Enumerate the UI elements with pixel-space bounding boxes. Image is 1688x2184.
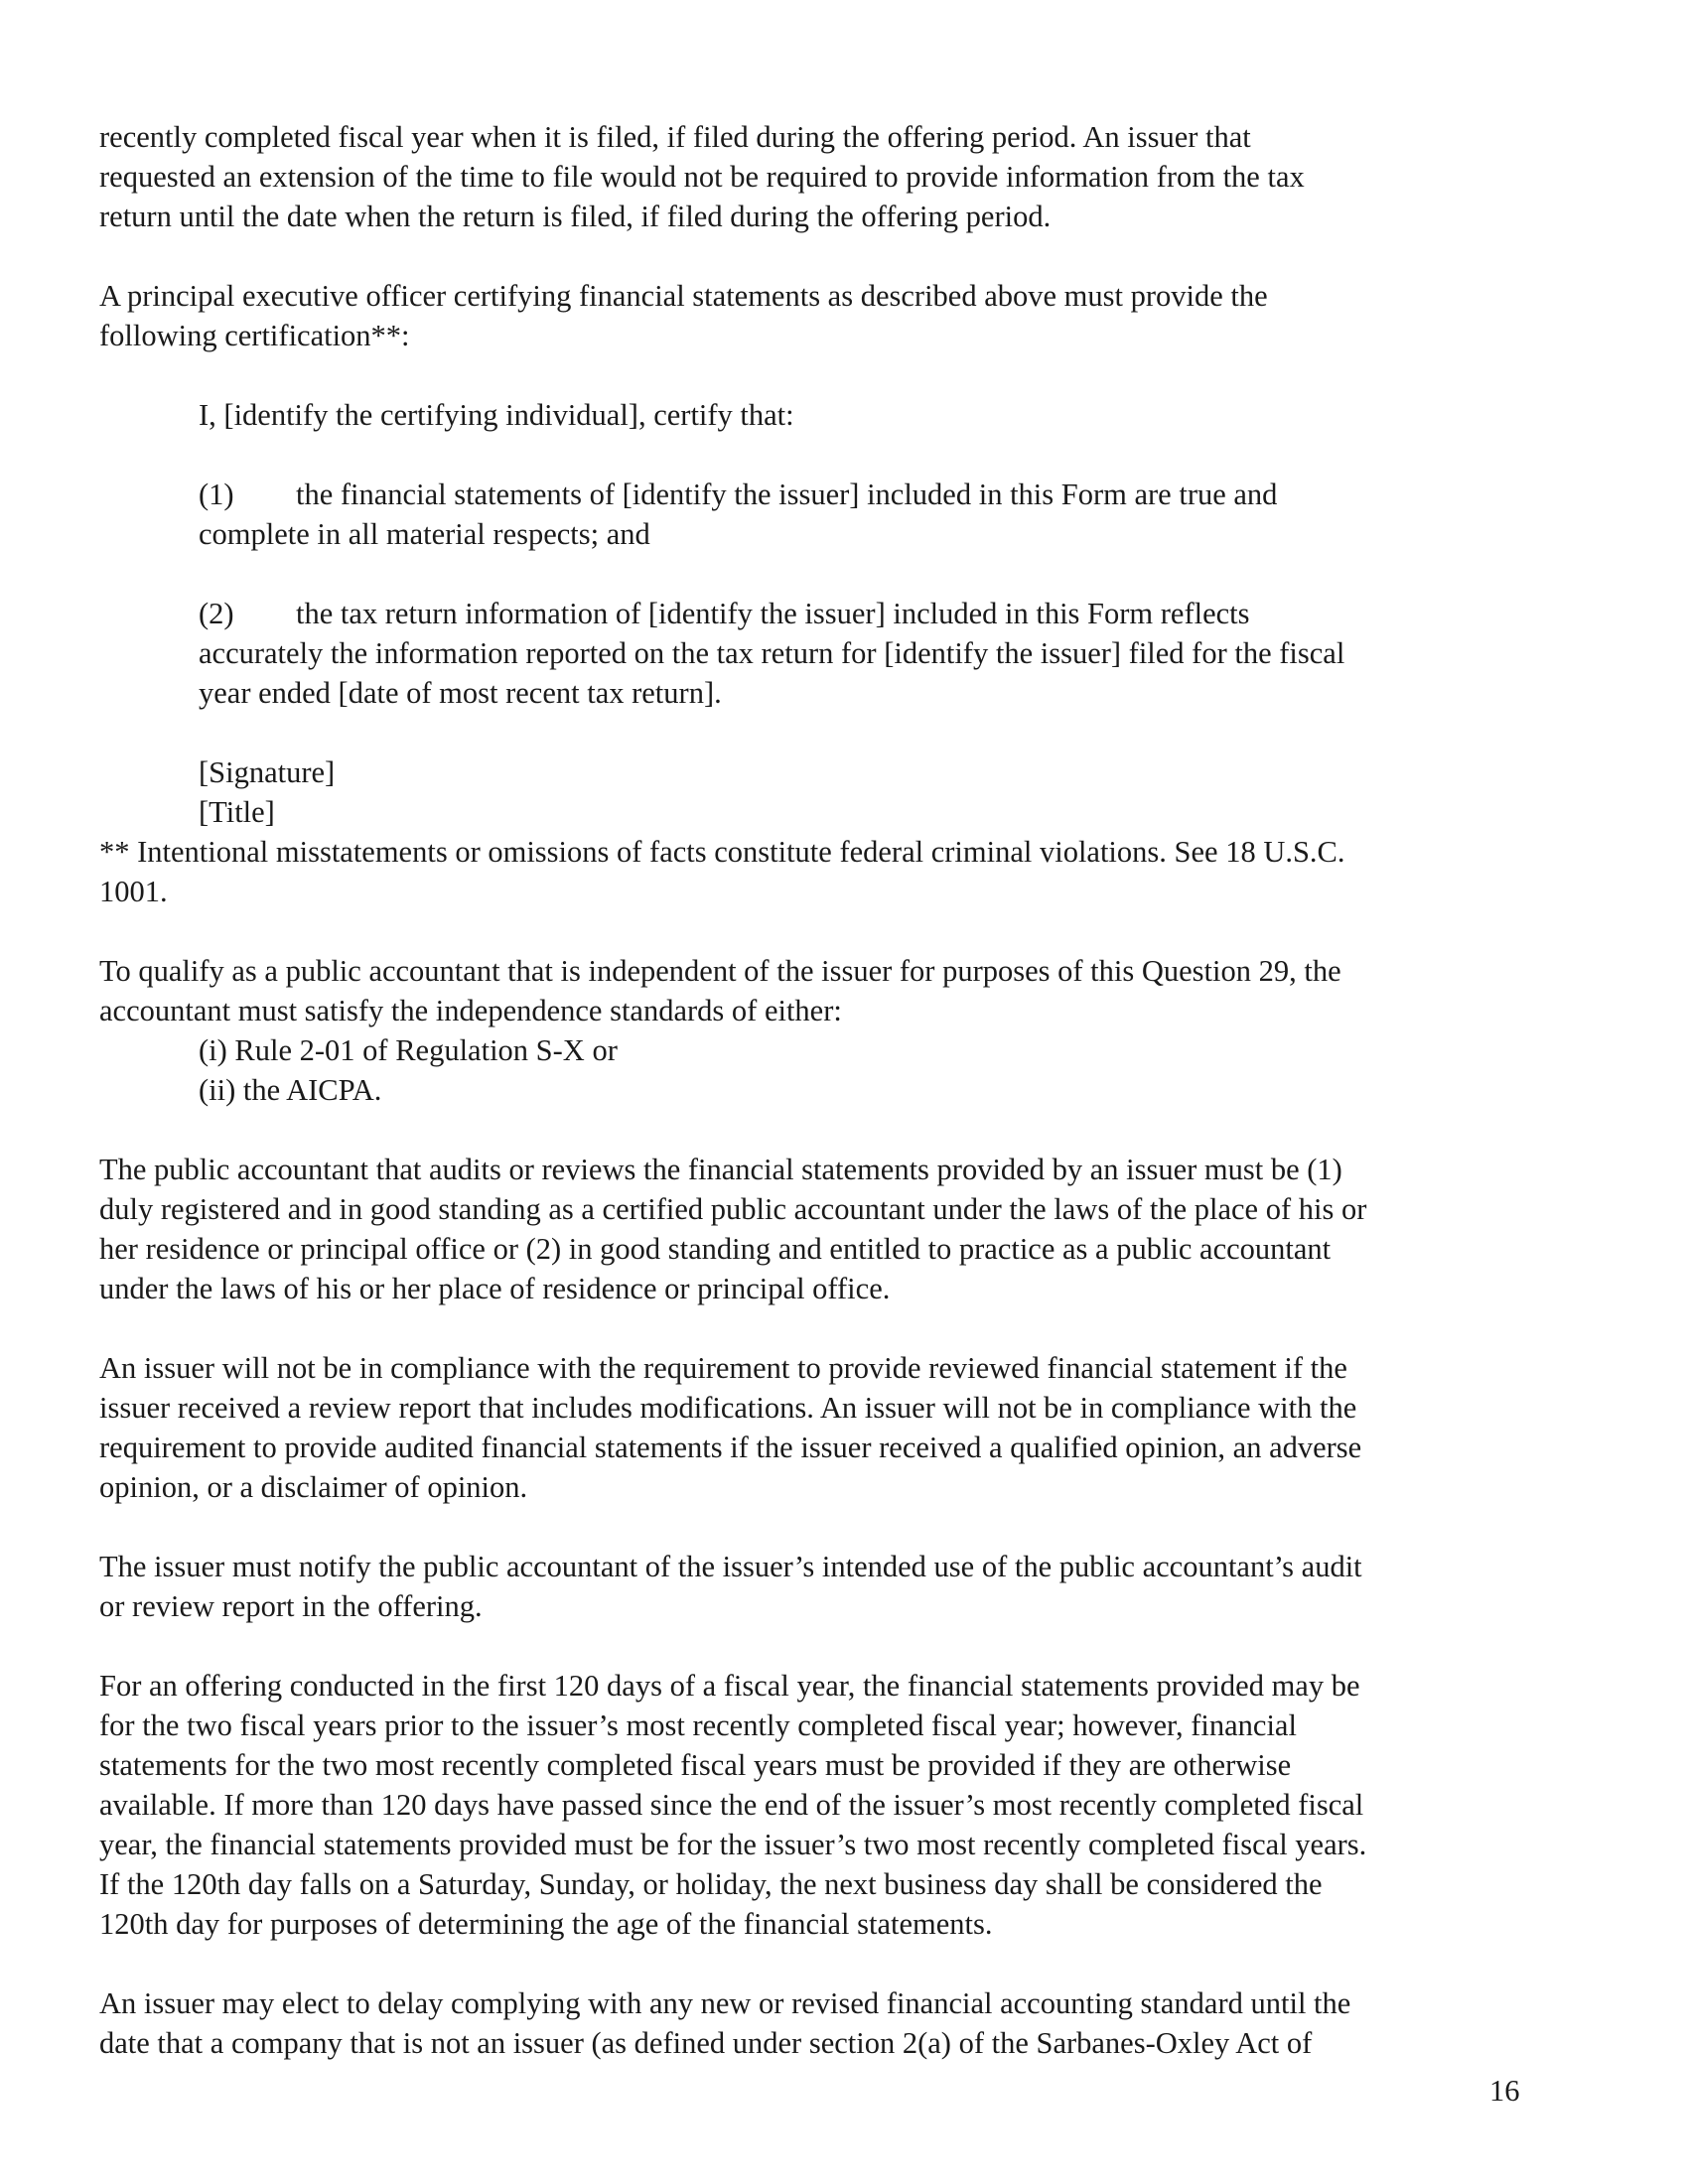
item-text: the tax return information of [identify the issuer] included in this Form reflects [296,597,1250,630]
text-line: duly registered and in good standing as a certified public accountant under the laws of the place of his or [99,1192,1367,1226]
list-item: (i) Rule 2-01 of Regulation S-X or [199,1033,618,1067]
certification-intro [99,395,1509,435]
title-placeholder: [Title] [199,795,275,829]
text-line: following certification**: [99,319,410,352]
paragraph-120-days [99,1666,1509,1944]
text-line: An issuer may elect to delay complying with any new or revised financial accounting standard until the [99,1986,1351,2020]
text-line: For an offering conducted in the first 120 days of a fiscal year, the financial statements provided may be [99,1669,1360,1703]
text-line: accurately the information reported on the tax return for [identify the issuer] filed for the fiscal [199,636,1345,670]
signature-placeholder: [Signature] [199,755,336,789]
signature-block [99,752,1509,832]
certification-item-2-first-line [199,594,1509,633]
text-line: her residence or principal office or (2) in good standing and entitled to practice as a public accountant [99,1232,1332,1266]
text-line: available. If more than 120 days have passed since the end of the issuer’s most recently completed fiscal [99,1788,1364,1822]
text-line: The public accountant that audits or reviews the financial statements provided by an issuer must be (1) [99,1153,1342,1186]
text-line: return until the date when the return is filed, if filed during the offering period. [99,200,1052,233]
text-line: opinion, or a disclaimer of opinion. [99,1470,528,1504]
text-line: A principal executive officer certifying financial statements as described above must provide the [99,279,1268,313]
text-line: An issuer will not be in compliance with the requirement to provide reviewed financial statement if the [99,1351,1347,1385]
text-line: 1001. [99,875,168,908]
text-line: To qualify as a public accountant that is independent of the issuer for purposes of this Question 29, the [99,954,1341,988]
text-line: under the laws of his or her place of residence or principal office. [99,1272,891,1305]
item-number: (1) [199,478,234,511]
item-text: the financial statements of [identify the issuer] included in this Form are true and [296,478,1278,511]
text-line: The issuer must notify the public accountant of the issuer’s intended use of the public accountant’s audit [99,1550,1362,1583]
text-line: complete in all material respects; and [199,517,650,551]
text-line: for the two fiscal years prior to the issuer’s most recently completed fiscal year; however, financial [99,1708,1297,1742]
list-item: (ii) the AICPA. [199,1073,382,1107]
text-line: 120th day for purposes of determining the age of the financial statements. [99,1907,993,1941]
page-number: 16 [1489,2074,1520,2108]
footnote-criminal-violations [99,832,1509,911]
text-line: I, [identify the certifying individual], certify that: [199,398,794,432]
text-line: ** Intentional misstatements or omissions of facts constitute federal criminal violations. See 18 U.S.C. [99,835,1345,869]
text-line: If the 120th day falls on a Saturday, Sunday, or holiday, the next business day shall be considered the [99,1867,1323,1901]
text-line: date that a company that is not an issuer (as defined under section 2(a) of the Sarbanes-Oxley Act of [99,2026,1313,2060]
text-line: or review report in the offering. [99,1589,483,1623]
certification-item-1 [99,475,1509,554]
paragraph-tax-return-timing [99,117,1509,236]
paragraph-certification-requirement [99,276,1509,355]
text-line: statements for the two most recently completed fiscal years must be provided if they are otherwise [99,1748,1292,1782]
certification-item-1-first-line [199,475,1509,514]
text-line: accountant must satisfy the independence standards of either: [99,994,842,1027]
text-line: year, the financial statements provided must be for the issuer’s two most recently completed fiscal years. [99,1828,1367,1861]
paragraph-notify-accountant [99,1547,1509,1626]
paragraph-compliance [99,1348,1509,1507]
text-line: recently completed fiscal year when it is filed, if filed during the offering period. An issuer that [99,120,1251,154]
text-line: requirement to provide audited financial statements if the issuer received a qualified opinion, an adverse [99,1431,1362,1464]
paragraph-independence-standards [99,951,1509,1110]
document-body [99,117,1509,2103]
paragraph-accountant-registration [99,1150,1509,1308]
certification-item-2 [99,594,1509,713]
text-line: issuer received a review report that includes modifications. An issuer will not be in compliance with the [99,1391,1357,1425]
text-line: requested an extension of the time to file would not be required to provide information from the tax [99,160,1305,194]
text-line: year ended [date of most recent tax return]. [199,676,722,710]
paragraph-accounting-standard-delay [99,1983,1509,2063]
item-number: (2) [199,597,234,630]
